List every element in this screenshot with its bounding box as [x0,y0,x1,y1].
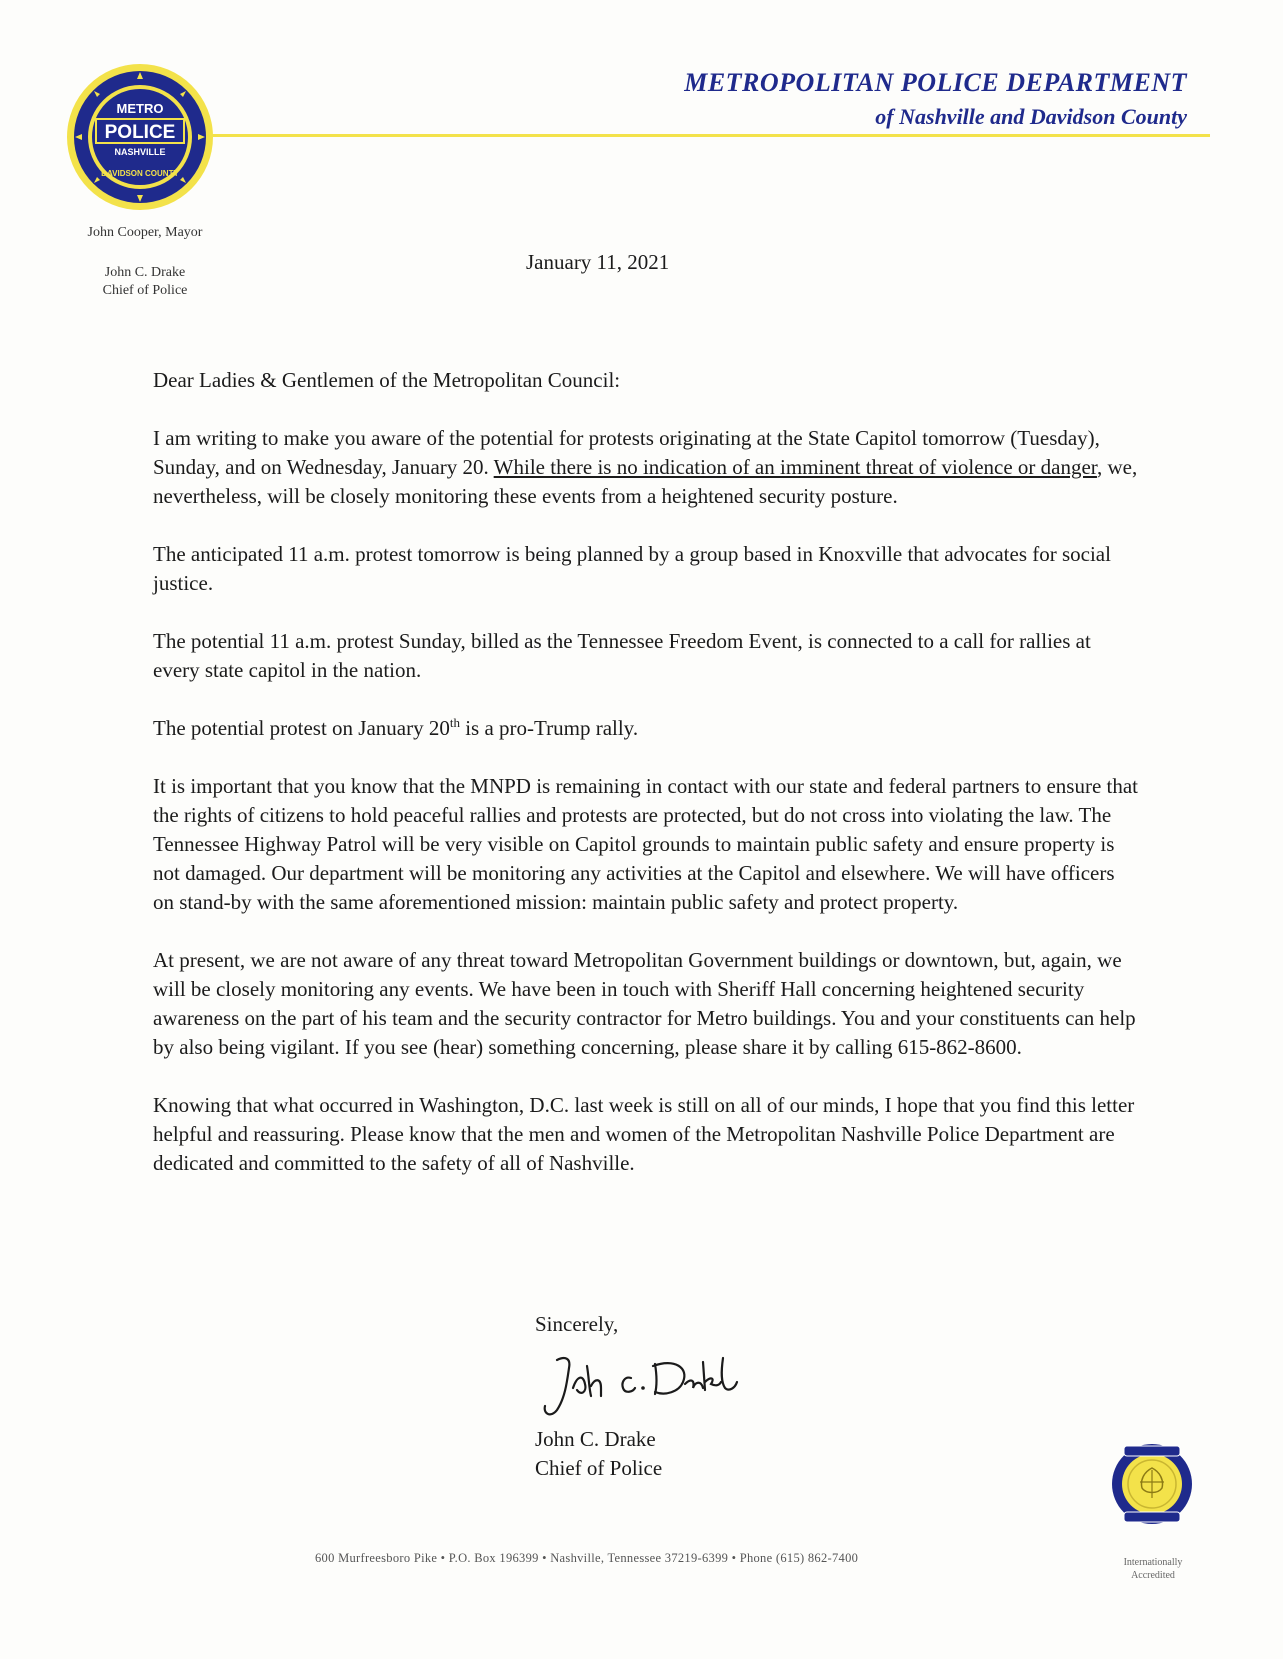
paragraph-1 [153,424,1138,511]
p1-text-end: , we, nevertheless, will be closely monitoring these events from a heightened security posture. [153,455,1138,508]
p4-text-end: is a pro-Trump rally. [459,716,639,740]
accreditation-seal [1110,1442,1194,1526]
closing: Sincerely, [535,1312,619,1336]
letter-body [153,366,1138,1207]
paragraph-4 [153,714,1138,743]
seal-sub-text: NASHVILLE [114,147,166,157]
chief-block [60,264,230,300]
p4-superscript: th [449,715,460,730]
paragraph-2: The anticipated 11 a.m. protest tomorrow is being planned by a group based in Knoxville that advocates for social justice. [153,542,1111,595]
handwritten-signature [535,1348,765,1428]
salutation: Dear Ladies & Gentlemen of the Metropolitan Council: [153,368,621,392]
paragraph-5: It is important that you know that the MNPD is remaining in contact with our state and federal partners to ensure that the rights of citizens to hold peaceful rallies and protests are protected, but do not cross into violating the law. The Tennessee Highway Patrol will be very visible on Capitol grounds to maintain public safety and ensure property is not damaged. Our department will be monitoring any activities at the Capitol and elsewhere. We will have officers on stand-by with the same aforementioned mission: maintain public safety and protect property. [153,774,1139,914]
signer-name: John C. Drake [535,1427,656,1451]
p4-text-start: The potential protest on January 20 [153,716,450,740]
seal-top-text: METRO [116,101,164,116]
p1-text-start: I am writing to make you aware of the potential for protests originating at the State Capitol tomorrow (Tuesday), Sunday, and on Wednesday, January 20. [153,426,1100,479]
department-line-1: METROPOLITAN POLICE DEPARTMENT [684,68,1187,97]
seal-center-text: POLICE [104,122,176,143]
seal-ring-text: DAVIDSON COUNTY [101,169,179,178]
paragraph-7: Knowing that what occurred in Washington, D.C. last week is still on all of our minds, I hope that you find this letter helpful and reassuring. Please know that the men and women of the Metropolitan Nashville Police Department are dedicated and committed to the safety of all of Nashville. [153,1093,1135,1175]
letter-date: January 11, 2021 [526,250,670,274]
metro-police-seal [66,63,214,211]
chief-name: John C. Drake [104,265,186,280]
accreditation-line-1: Internationally [1123,1557,1183,1568]
mayor-name: John Cooper, Mayor [87,225,203,240]
signer-title: Chief of Police [535,1456,663,1480]
signer-block [535,1425,662,1483]
department-line-2: of Nashville and Davidson County [875,104,1187,129]
paragraph-6: At present, we are not aware of any threat toward Metropolitan Government buildings or downtown, but, again, we will be closely monitoring any events. We have been in touch with Sheriff Hall concerning heightened security awareness on the part of his team and the security contractor for Metro buildings. You and your constituents can help by also being vigilant. If you see (hear) something concerning, please share it by calling 615-862-8600. [153,948,1136,1059]
accreditation-line-2: Accredited [1131,1570,1175,1581]
chief-title: Chief of Police [102,283,188,298]
accreditation-text [1098,1556,1208,1582]
header-rule [210,134,1210,137]
paragraph-3: The potential 11 a.m. protest Sunday, billed as the Tennessee Freedom Event, is connected to a call for rallies at every state capitol in the nation. [153,629,1091,682]
department-name [684,66,1187,134]
p1-underlined-text: While there is no indication of an imminent threat of violence or danger [493,455,1097,479]
footer-address: 600 Murfreesboro Pike • P.O. Box 196399 • Nashville, Tennessee 37219-6399 • Phone (615) 862-7400 [315,1551,859,1565]
